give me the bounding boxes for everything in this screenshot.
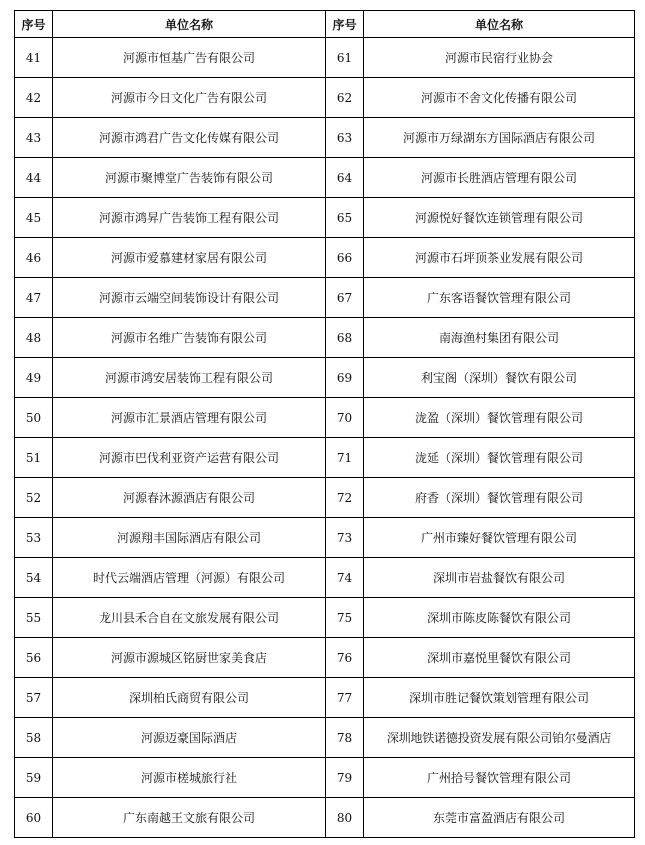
unit-name-right: 府香（深圳）餐饮管理有限公司 [364, 478, 635, 518]
row-number-right: 67 [326, 278, 364, 318]
unit-name-left: 河源市聚博堂广告装饰有限公司 [53, 158, 326, 198]
row-number-right: 70 [326, 398, 364, 438]
unit-name-right: 广州拾号餐饮管理有限公司 [364, 758, 635, 798]
row-number-right: 69 [326, 358, 364, 398]
table-row [15, 598, 635, 638]
row-number-right: 61 [326, 38, 364, 78]
table-row [15, 478, 635, 518]
unit-name-left: 河源市鸿安居装饰工程有限公司 [53, 358, 326, 398]
unit-name-left: 河源市汇景酒店管理有限公司 [53, 398, 326, 438]
unit-name-left: 河源市鸿昇广告装饰工程有限公司 [53, 198, 326, 238]
table-row [15, 398, 635, 438]
header-seq-left: 序号 [15, 11, 53, 38]
unit-name-right: 泷延（深圳）餐饮管理有限公司 [364, 438, 635, 478]
table-row [15, 38, 635, 78]
row-number-right: 66 [326, 238, 364, 278]
row-number-right: 75 [326, 598, 364, 638]
table-row [15, 438, 635, 478]
row-number-right: 63 [326, 118, 364, 158]
row-number-right: 62 [326, 78, 364, 118]
header-name-right: 单位名称 [364, 11, 635, 38]
unit-name-right: 深圳市陈皮陈餐饮有限公司 [364, 598, 635, 638]
unit-name-right: 南海渔村集团有限公司 [364, 318, 635, 358]
row-number-right: 78 [326, 718, 364, 758]
unit-name-right: 河源市石坪顶茶业发展有限公司 [364, 238, 635, 278]
unit-name-left: 河源市云端空间装饰设计有限公司 [53, 278, 326, 318]
row-number-right: 64 [326, 158, 364, 198]
unit-name-left: 时代云端酒店管理（河源）有限公司 [53, 558, 326, 598]
table-row [15, 678, 635, 718]
unit-name-right: 河源市万绿湖东方国际酒店有限公司 [364, 118, 635, 158]
unit-name-left: 河源市今日文化广告有限公司 [53, 78, 326, 118]
unit-name-right: 河源市长胜酒店管理有限公司 [364, 158, 635, 198]
row-number-right: 72 [326, 478, 364, 518]
row-number-left: 50 [15, 398, 53, 438]
table-row [15, 158, 635, 198]
unit-name-right: 利宝阁（深圳）餐饮有限公司 [364, 358, 635, 398]
table-row [15, 638, 635, 678]
row-number-right: 68 [326, 318, 364, 358]
row-number-right: 65 [326, 198, 364, 238]
table-body [15, 38, 635, 838]
unit-name-left: 深圳柏氏商贸有限公司 [53, 678, 326, 718]
unit-name-left: 河源迈豪国际酒店 [53, 718, 326, 758]
unit-name-right: 广州市臻好餐饮管理有限公司 [364, 518, 635, 558]
unit-list-table [14, 10, 635, 838]
table-row [15, 358, 635, 398]
row-number-left: 49 [15, 358, 53, 398]
row-number-left: 57 [15, 678, 53, 718]
table-row [15, 78, 635, 118]
row-number-left: 46 [15, 238, 53, 278]
row-number-left: 58 [15, 718, 53, 758]
unit-name-right: 深圳市嘉悦里餐饮有限公司 [364, 638, 635, 678]
table-row [15, 518, 635, 558]
row-number-left: 60 [15, 798, 53, 838]
row-number-left: 45 [15, 198, 53, 238]
table-row [15, 798, 635, 838]
unit-name-left: 龙川县禾合自在文旅发展有限公司 [53, 598, 326, 638]
unit-name-left: 河源市源城区铭厨世家美食店 [53, 638, 326, 678]
row-number-left: 47 [15, 278, 53, 318]
unit-name-right: 河源市不舍文化传播有限公司 [364, 78, 635, 118]
table-row [15, 318, 635, 358]
table-row [15, 278, 635, 318]
unit-name-right: 深圳市胜记餐饮策划管理有限公司 [364, 678, 635, 718]
unit-name-right: 深圳市岩盐餐饮有限公司 [364, 558, 635, 598]
unit-name-left: 河源春沐源酒店有限公司 [53, 478, 326, 518]
unit-name-right: 河源悦好餐饮连锁管理有限公司 [364, 198, 635, 238]
row-number-right: 76 [326, 638, 364, 678]
unit-name-left: 河源市恒基广告有限公司 [53, 38, 326, 78]
row-number-left: 42 [15, 78, 53, 118]
unit-name-right: 广东客语餐饮管理有限公司 [364, 278, 635, 318]
row-number-right: 71 [326, 438, 364, 478]
row-number-left: 53 [15, 518, 53, 558]
row-number-left: 56 [15, 638, 53, 678]
row-number-left: 43 [15, 118, 53, 158]
header-seq-right: 序号 [326, 11, 364, 38]
row-number-left: 48 [15, 318, 53, 358]
unit-name-left: 河源翔丰国际酒店有限公司 [53, 518, 326, 558]
unit-name-right: 泷盈（深圳）餐饮管理有限公司 [364, 398, 635, 438]
unit-name-left: 广东南越王文旅有限公司 [53, 798, 326, 838]
row-number-right: 74 [326, 558, 364, 598]
table-row [15, 118, 635, 158]
table-row [15, 718, 635, 758]
unit-name-left: 河源市槎城旅行社 [53, 758, 326, 798]
row-number-left: 59 [15, 758, 53, 798]
unit-name-left: 河源市鸿君广告文化传媒有限公司 [53, 118, 326, 158]
table-row [15, 238, 635, 278]
row-number-left: 54 [15, 558, 53, 598]
table-row [15, 558, 635, 598]
row-number-right: 80 [326, 798, 364, 838]
row-number-left: 51 [15, 438, 53, 478]
unit-name-right: 河源市民宿行业协会 [364, 38, 635, 78]
row-number-left: 55 [15, 598, 53, 638]
unit-name-left: 河源市巴伐利亚资产运营有限公司 [53, 438, 326, 478]
header-row [15, 11, 635, 38]
table-row [15, 198, 635, 238]
unit-name-right: 深圳地铁诺德投资发展有限公司铂尔曼酒店 [364, 718, 635, 758]
unit-name-left: 河源市名维广告装饰有限公司 [53, 318, 326, 358]
row-number-right: 73 [326, 518, 364, 558]
row-number-right: 77 [326, 678, 364, 718]
header-name-left: 单位名称 [53, 11, 326, 38]
row-number-left: 52 [15, 478, 53, 518]
table-row [15, 758, 635, 798]
row-number-right: 79 [326, 758, 364, 798]
row-number-left: 41 [15, 38, 53, 78]
unit-name-right: 东莞市富盈酒店有限公司 [364, 798, 635, 838]
row-number-left: 44 [15, 158, 53, 198]
unit-name-left: 河源市爱慕建材家居有限公司 [53, 238, 326, 278]
